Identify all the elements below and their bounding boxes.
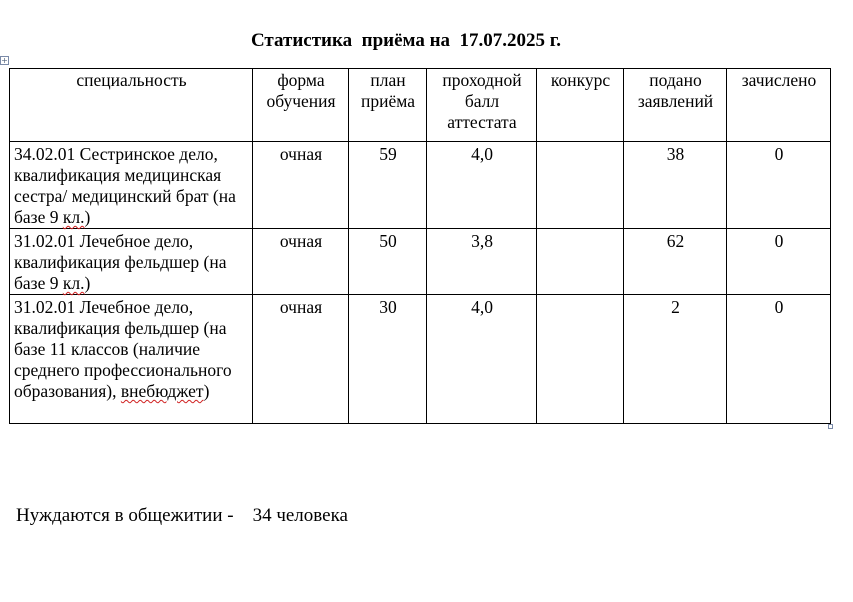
passing-score-cell: 4,0 <box>427 142 537 229</box>
table-header-row <box>10 69 831 142</box>
page-title: Статистика приёма на 17.07.2025 г. <box>250 30 562 51</box>
header-study-form: форма обучения <box>253 69 349 142</box>
contest-cell <box>537 142 624 229</box>
table-row <box>10 142 831 229</box>
specialty-cell: 31.02.01 Лечебное дело, квалификация фельдшер (на базе 9 кл.) <box>10 229 253 295</box>
table-move-handle-icon[interactable]: + <box>1 56 8 65</box>
specialty-cell: 31.02.01 Лечебное дело, квалификация фельдшер (на базе 11 классов (наличие среднего профессионального образования), внебюджет) <box>10 295 253 424</box>
specialty-cell: 34.02.01 Сестринское дело, квалификация медицинская сестра/ медицинский брат (на базе 9 кл.) <box>10 142 253 229</box>
enrolled-cell: 0 <box>727 229 831 295</box>
table-resize-handle[interactable] <box>828 424 833 429</box>
study-form-cell: очная <box>253 229 349 295</box>
table-row <box>10 295 831 424</box>
header-contest: конкурс <box>537 69 624 142</box>
header-admission-plan: план приёма <box>349 69 427 142</box>
enrolled-cell: 0 <box>727 295 831 424</box>
admission-plan-cell: 59 <box>349 142 427 229</box>
study-form-cell: очная <box>253 295 349 424</box>
study-form-cell: очная <box>253 142 349 229</box>
applications-submitted-cell: 2 <box>624 295 727 424</box>
header-applications-submitted: подано заявлений <box>624 69 727 142</box>
dormitory-need-note: Нуждаются в общежитии - 34 человека <box>16 505 348 526</box>
enrolled-cell: 0 <box>727 142 831 229</box>
header-passing-score: проходной балл аттестата <box>427 69 537 142</box>
applications-submitted-cell: 38 <box>624 142 727 229</box>
admission-plan-cell: 50 <box>349 229 427 295</box>
contest-cell <box>537 295 624 424</box>
applications-submitted-cell: 62 <box>624 229 727 295</box>
contest-cell <box>537 229 624 295</box>
header-enrolled: зачислено <box>727 69 831 142</box>
admission-plan-cell: 30 <box>349 295 427 424</box>
passing-score-cell: 4,0 <box>427 295 537 424</box>
header-specialty: специальность <box>10 69 253 142</box>
table-row <box>10 229 831 295</box>
passing-score-cell: 3,8 <box>427 229 537 295</box>
admission-statistics-table <box>9 68 831 424</box>
